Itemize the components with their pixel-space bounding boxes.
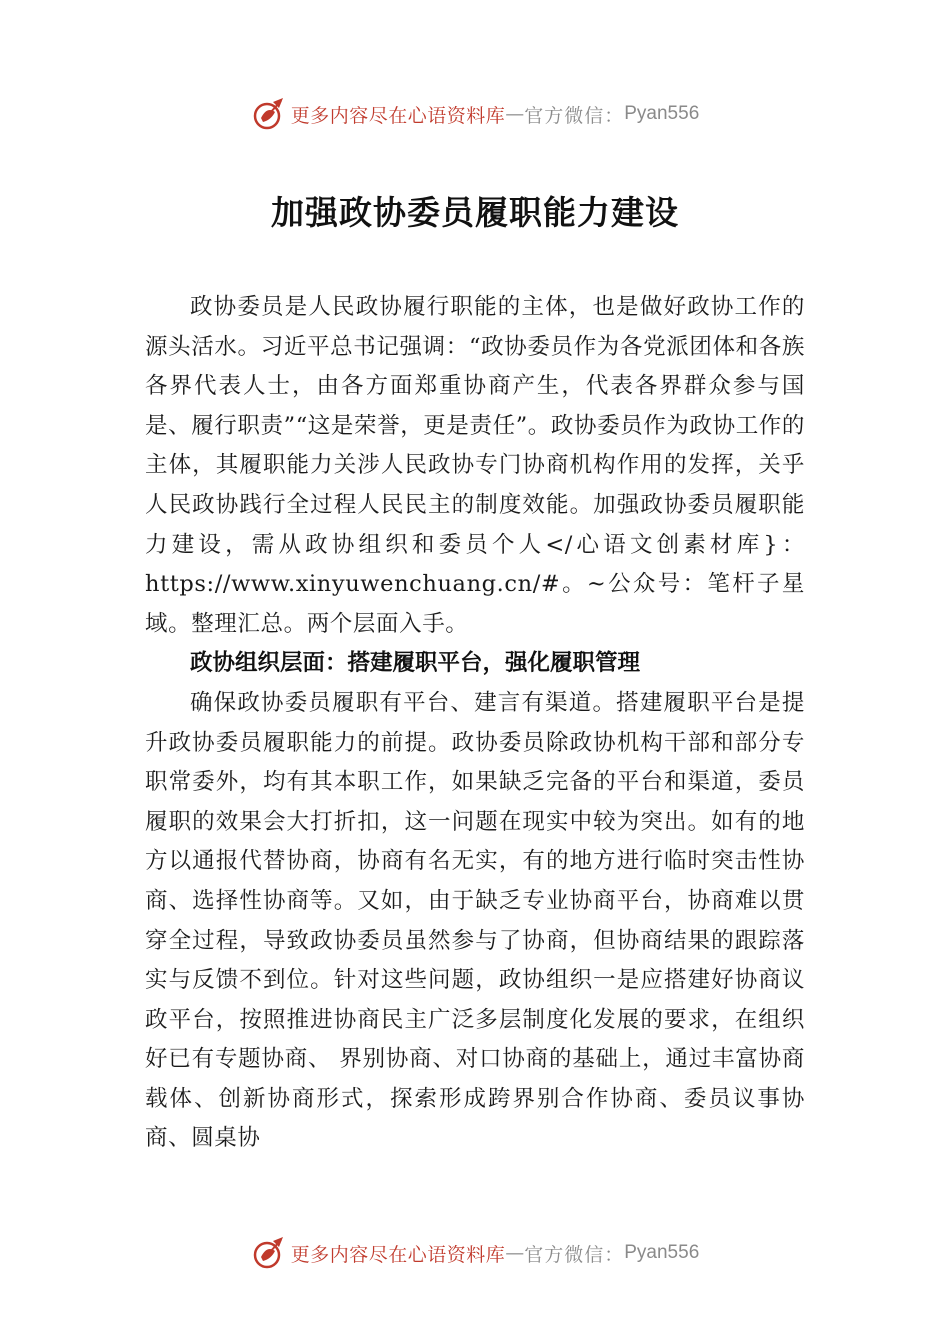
document-body bbox=[145, 288, 805, 1159]
banner-brand-text: 更多内容尽在心语资料库 bbox=[290, 1243, 506, 1266]
brand-logo-icon bbox=[251, 1235, 287, 1271]
banner-wechat-id: Pyan556 bbox=[624, 103, 700, 124]
banner-wechat-label: 官方微信： bbox=[524, 104, 625, 127]
footer-banner bbox=[0, 1233, 950, 1273]
banner-separator: — bbox=[505, 103, 525, 125]
intro-paragraph: 政协委员是人民政协履行职能的主体，也是做好政协工作的源头活水。习近平总书记强调：“政协委员作为各党派团体和各族各界代表人士，由各方面郑重协商产生，代表各界群众参与国是、履行职责”“这是荣誉，更是责任”。政协委员作为政协工作的主体，其履职能力关涉人民政协专门协商机构作用的发挥，关乎人民政协践行全过程人民民主的制度效能。加强政协委员履职能力建设，需从政协组织和委员个人</心语文创素材库}：https://www.xinyuwenchuang.cn/#。~公众号：笔杆子星域。整理汇总。两个层面入手。 bbox=[145, 294, 806, 637]
document-title: 加强政协委员履职能力建设 bbox=[271, 193, 679, 232]
brand-logo-icon bbox=[251, 96, 287, 132]
banner-brand-text: 更多内容尽在心语资料库 bbox=[290, 104, 506, 127]
banner-separator: — bbox=[505, 1242, 525, 1264]
banner-wechat-id: Pyan556 bbox=[624, 1242, 700, 1263]
section-paragraph: 确保政协委员履职有平台、建言有渠道。搭建履职平台是提升政协委员履职能力的前提。政协委员除政协机构干部和部分专职常委外，均有其本职工作，如果缺乏完备的平台和渠道，委员履职的效果会大打折扣，这一问题在现实中较为突出。如有的地方以通报代替协商，协商有名无实，有的地方进行临时突击性协商、选择性协商等。又如，由于缺乏专业协商平台，协商难以贯穿全过程，导致政协委员虽然参与了协商，但协商结果的跟踪落实与反馈不到位。针对这些问题，政协组织一是应搭建好协商议政平台，按照推进协商民主广泛多层制度化发展的要求，在组织好已有专题协商、 界别协商、对口协商的基础上，通过丰富协商载体、创新协商形式，探索形成跨界别合作协商、委员议事协商、圆桌协 bbox=[145, 689, 805, 1152]
section-heading: 政协组织层面：搭建履职平台，强化履职管理 bbox=[190, 650, 641, 677]
banner-wechat-label: 官方微信： bbox=[524, 1243, 625, 1266]
header-banner bbox=[0, 94, 950, 134]
